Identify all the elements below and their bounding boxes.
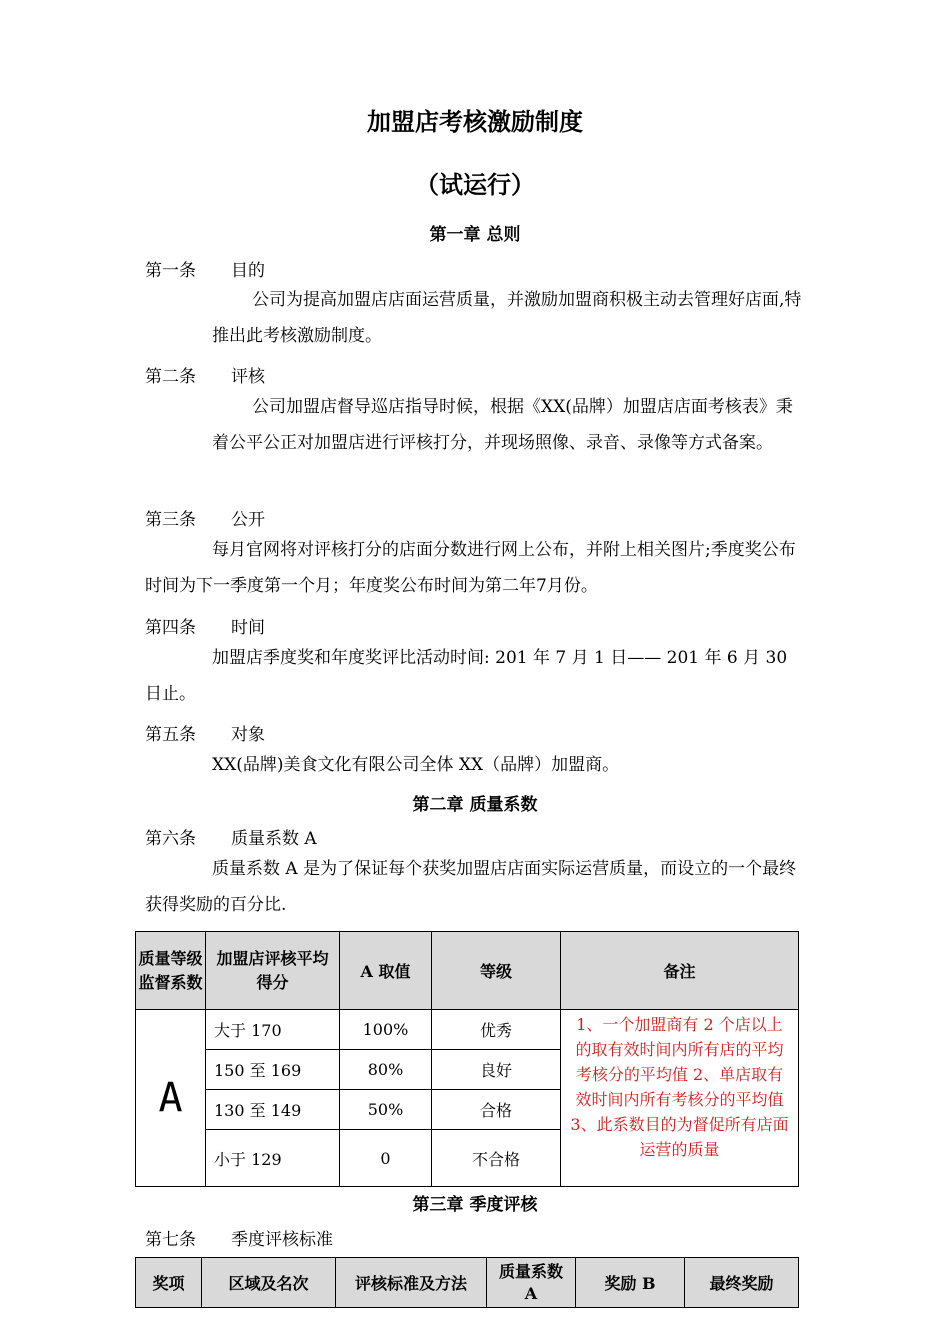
article-number: 第五条 [145, 725, 196, 745]
chapter-2-heading: 第二章 质量系数 [412, 795, 538, 815]
article-name: 对象 [231, 725, 265, 745]
article-number: 第一条 [145, 261, 196, 281]
quality-coefficient-table [135, 931, 799, 1187]
value-cell: 50% [340, 1090, 432, 1130]
table-header: 评核标准及方法 [336, 1258, 487, 1308]
article-number: 第六条 [145, 829, 196, 849]
article-name: 目的 [231, 261, 265, 281]
article-7-heading [145, 1225, 333, 1250]
level-cell: 不合格 [432, 1130, 561, 1187]
article-name: 质量系数 A [231, 829, 317, 849]
article-2-text: 公司加盟店督导巡店指导时候，根据《XX(品牌）加盟店店面考核表》秉着公平公正对加盟店进行评核打分，并现场照像、录音、录像等方式备案。 [212, 397, 793, 453]
article-6-text: 质量系数 A 是为了保证每个获奖加盟店店面实际运营质量，而设立的一个最终获得奖励的百分比. [145, 859, 797, 915]
article-1-heading [145, 256, 265, 281]
article-name: 时间 [231, 618, 265, 638]
grade-cell: A [136, 1010, 206, 1187]
document-title: 加盟店考核激励制度 [367, 107, 583, 136]
article-name: 评核 [231, 367, 265, 387]
level-cell: 良好 [432, 1050, 561, 1090]
score-cell: 150 至 169 [206, 1050, 340, 1090]
article-5-heading [145, 720, 265, 745]
article-6-heading [145, 824, 317, 849]
article-3-heading [145, 505, 265, 530]
level-cell: 优秀 [432, 1010, 561, 1050]
table-header: 质量系数 A [487, 1258, 576, 1308]
article-5-text: XX(品牌)美食文化有限公司全体 XX（品牌）加盟商。 [212, 755, 620, 775]
score-cell: 大于 170 [206, 1010, 340, 1050]
article-number: 第三条 [145, 510, 196, 530]
table-header: 质量等级监督系数 [136, 932, 206, 1010]
table-header: 最终奖励 [685, 1258, 799, 1308]
table-header: 奖励 B [576, 1258, 685, 1308]
value-cell: 80% [340, 1050, 432, 1090]
season-review-table [135, 1257, 799, 1308]
table-header: 奖项 [136, 1258, 202, 1308]
value-cell: 0 [340, 1130, 432, 1187]
article-number: 第二条 [145, 367, 196, 387]
article-2-heading [145, 362, 265, 387]
table-header: 区域及名次 [202, 1258, 336, 1308]
article-number: 第四条 [145, 618, 196, 638]
table-header: 备注 [561, 932, 799, 1010]
chapter-1-heading: 第一章 总则 [429, 225, 521, 245]
score-cell: 130 至 149 [206, 1090, 340, 1130]
article-name: 季度评核标准 [231, 1230, 333, 1250]
article-4-text: 加盟店季度奖和年度奖评比活动时间: 201 年 7 月 1 日—— 201 年 6 月 30 日止。 [145, 648, 788, 704]
article-number: 第七条 [145, 1230, 196, 1250]
table-header: 加盟店评核平均得分 [206, 932, 340, 1010]
chapter-3-heading: 第三章 季度评核 [412, 1195, 538, 1215]
table-header: A 取值 [340, 932, 432, 1010]
note-cell: 1、一个加盟商有 2 个店以上的取有效时间内所有店的平均考核分的平均值 2、单店取有效时间内所有考核分的平均值 3、此系数目的为督促所有店面运营的质量 [561, 1010, 799, 1187]
value-cell: 100% [340, 1010, 432, 1050]
article-name: 公开 [231, 510, 265, 530]
article-3-text: 每月官网将对评核打分的店面分数进行网上公布，并附上相关图片;季度奖公布时间为下一季度第一个月；年度奖公布时间为第二年7月份。 [145, 540, 796, 596]
article-4-heading [145, 613, 265, 638]
article-1-text: 公司为提高加盟店店面运营质量，并激励加盟商积极主动去管理好店面,特推出此考核激励制度。 [212, 290, 802, 346]
document-subtitle: （试运行） [415, 170, 535, 199]
level-cell: 合格 [432, 1090, 561, 1130]
table-header: 等级 [432, 932, 561, 1010]
score-cell: 小于 129 [206, 1130, 340, 1187]
